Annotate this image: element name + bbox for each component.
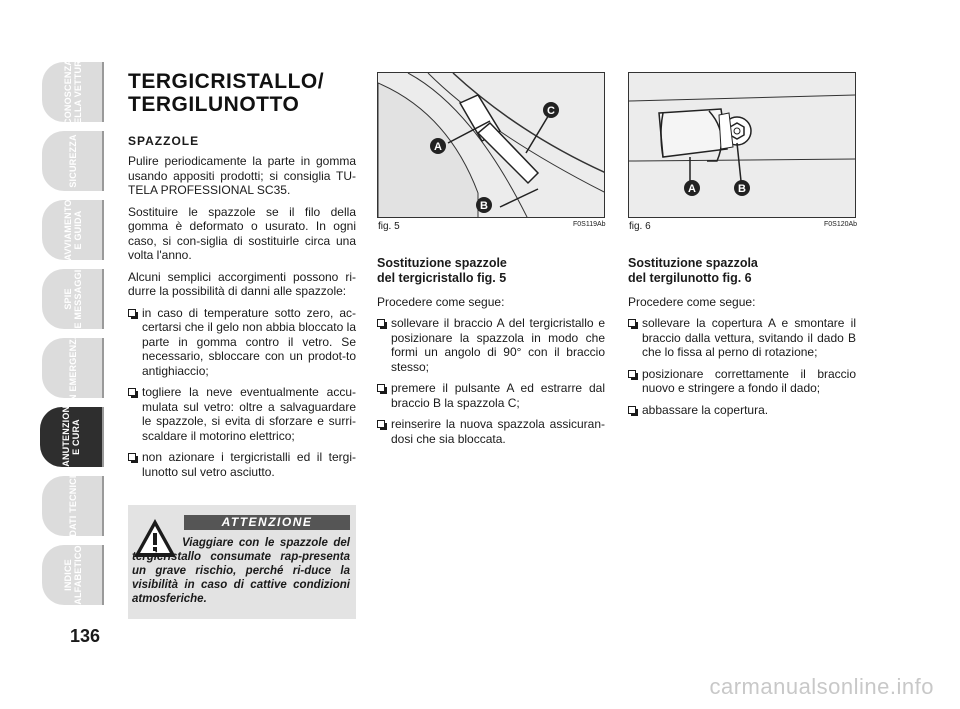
chapter-tabs xyxy=(42,53,104,610)
tab-manutenzione[interactable] xyxy=(40,399,104,475)
figure-caption: fig. 5 xyxy=(378,221,400,232)
figure-code: F0S120Ab xyxy=(824,221,858,228)
bullet-box-icon xyxy=(628,370,636,378)
tab-label: INDICE ALFABETICO xyxy=(63,545,83,605)
section-intro: Procedere come segue: xyxy=(377,295,505,309)
warning-box xyxy=(128,505,356,619)
tab-label: SPIE E MESSAGGI xyxy=(63,269,83,329)
list-item xyxy=(128,385,356,443)
list-item xyxy=(377,417,605,446)
rear-wiper-illustration xyxy=(629,73,856,218)
list-item-text: sollevare il braccio A del tergicristallo e posizionare la spazzola in modo che formi un angolo di 90° con il braccio stesso; xyxy=(391,316,605,374)
tips-list xyxy=(128,306,356,480)
list-item-text: premere il pulsante A ed estrarre dal braccio B la spazzola C; xyxy=(391,381,605,410)
figure-caption: fig. 6 xyxy=(629,221,651,232)
intro-column xyxy=(128,70,356,486)
page-title: TERGICRISTALLO/ TERGILUNOTTO xyxy=(128,70,325,116)
list-item-text: reinserire la nuova spazzola assicuran-dosi che sia bloccata. xyxy=(391,417,605,446)
list-item-text: togliere la neve eventualmente accu-mulata sul vetro: oltre a salvaguardare le spazzole, si evita di sforzare e surri-scaldare il motorino elettrico; xyxy=(142,385,356,443)
list-item xyxy=(628,403,856,418)
section-title: Sostituzione spazzole del tergicristallo fig. 5 xyxy=(377,256,507,285)
tab-label: AVVIAMENTO E GUIDA xyxy=(63,199,83,261)
list-item-text: abbassare la copertura. xyxy=(642,402,769,417)
tab-spie[interactable] xyxy=(42,269,104,329)
list-item xyxy=(377,381,605,410)
bullet-box-icon xyxy=(628,406,636,414)
rear-wiper-section xyxy=(628,256,856,424)
warning-header: ATTENZIONE xyxy=(184,515,350,530)
paragraph: Alcuni semplici accorgimenti possono ri-durre la possibilità di danni alle spazzole: xyxy=(128,269,356,298)
list-item xyxy=(628,316,856,360)
section-title: Sostituzione spazzola del tergilunotto fig. 6 xyxy=(628,256,758,285)
page-number: 136 xyxy=(70,626,101,646)
tab-label: IN EMERGENZA xyxy=(68,332,78,404)
warning-text xyxy=(132,536,350,606)
tab-avviamento[interactable] xyxy=(42,200,104,260)
steps-list xyxy=(377,316,605,446)
watermark: carmanualsonline.info xyxy=(709,674,934,699)
paragraph: Pulire periodicamente la parte in gomma usando appositi prodotti; si consiglia TU-TELA PROFESSIONAL SC35. xyxy=(128,154,356,197)
callout-label: A xyxy=(688,183,696,195)
list-item xyxy=(128,450,356,479)
list-item-text: posizionare correttamente il braccio nuovo e stringere a fondo il dado; xyxy=(642,366,856,395)
warning-body: Viaggiare con le spazzole del tergicristallo consumate rap-presenta un grave rischio, perché ri-duce la visibilità in caso di cattive condizioni atmosferiche. xyxy=(132,537,350,605)
list-item-text: sollevare la copertura A e smontare il braccio dalla vettura, svitando il dado B che lo fissa al perno di rotazione; xyxy=(642,316,856,359)
bullet-box-icon xyxy=(377,384,385,392)
section-intro: Procedere come segue: xyxy=(628,295,756,309)
bullet-box-icon xyxy=(377,319,385,327)
bullet-box-icon xyxy=(377,420,385,428)
front-wiper-section xyxy=(377,256,605,453)
callout-label: A xyxy=(434,141,442,153)
tab-sicurezza[interactable] xyxy=(42,131,104,191)
tab-label: MANUTENZIONE E CURA xyxy=(61,399,81,475)
figure-code: F0S119Ab xyxy=(573,221,606,228)
tab-label: SICUREZZA xyxy=(68,134,78,188)
list-item-text: in caso di temperature sotto zero, ac-certarsi che il gelo non abbia bloccato la parte in gomma contro il vetro. Se necessario, sbloccare con un prodot-to antighiaccio; xyxy=(142,305,356,378)
figure-6 xyxy=(628,72,856,218)
tab-label: DATI TECNICI xyxy=(68,475,78,537)
tab-dati-tecnici[interactable] xyxy=(42,476,104,536)
list-item-text: non azionare i tergicristalli ed il tergi-lunotto sul vetro asciutto. xyxy=(142,450,356,479)
paragraph: Sostituire le spazzole se il filo della gomma è deformato o usurato. In ogni caso, si con-siglia di sostituirle circa una volta l'anno. xyxy=(128,204,356,262)
tab-label: CONOSCENZA DELLA VETTURA xyxy=(63,53,83,131)
tab-emergenza[interactable] xyxy=(42,332,104,404)
figure-5 xyxy=(377,72,605,218)
bullet-box-icon xyxy=(128,388,136,396)
tab-indice[interactable] xyxy=(42,545,104,605)
steps-list xyxy=(628,316,856,417)
wiper-arm-illustration xyxy=(378,73,605,218)
bullet-box-icon xyxy=(128,309,136,317)
bullet-box-icon xyxy=(628,319,636,327)
tab-conoscenza[interactable] xyxy=(42,53,104,131)
section-subtitle: SPAZZOLE xyxy=(128,134,200,148)
callout-label: C xyxy=(547,105,555,117)
list-item xyxy=(377,316,605,374)
callout-label: B xyxy=(738,183,746,195)
callout-label: B xyxy=(480,200,488,212)
bullet-box-icon xyxy=(128,453,136,461)
list-item xyxy=(128,306,356,379)
list-item xyxy=(628,367,856,396)
